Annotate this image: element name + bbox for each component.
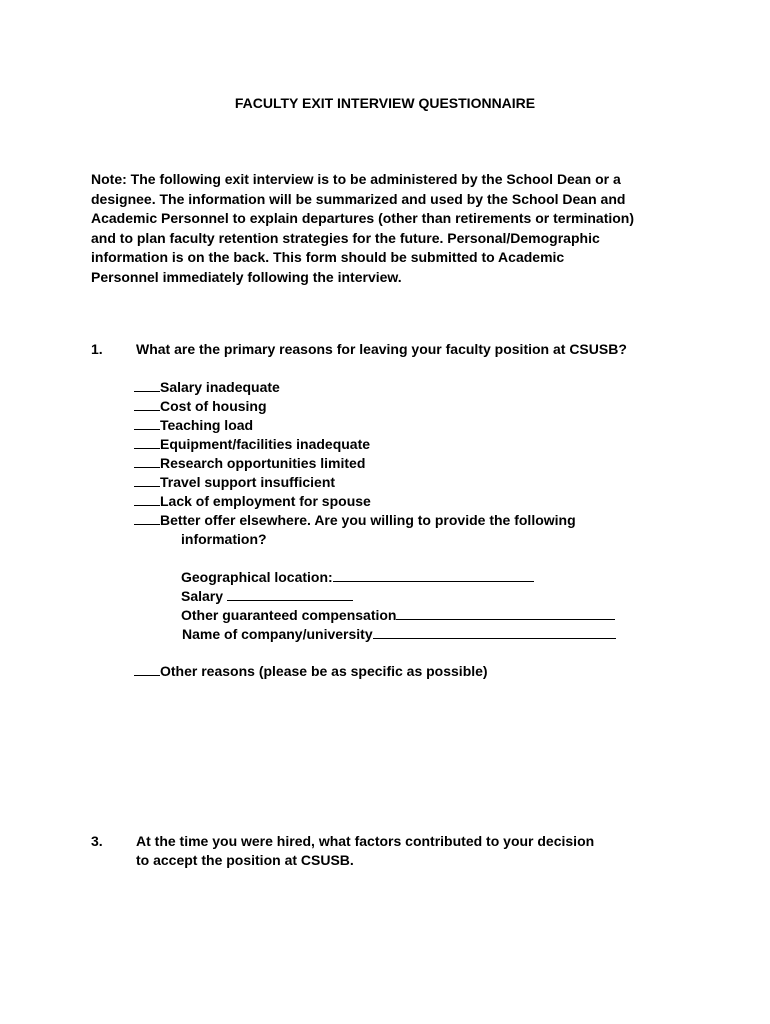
reason-check-blank[interactable] (134, 397, 160, 411)
note-line: information is on the back. This form should be submitted to Academic (91, 249, 565, 265)
geo-location-input[interactable] (333, 568, 534, 582)
other-reasons-check-blank[interactable] (134, 662, 160, 676)
company-field (181, 625, 616, 644)
question-3-number: 3. (91, 833, 103, 849)
reason-item (134, 492, 576, 511)
reason-item (134, 473, 576, 492)
question-3-text-line-1: At the time you were hired, what factors contributed to your decision (136, 833, 595, 849)
reason-check-blank[interactable] (134, 454, 160, 468)
reason-checklist (134, 378, 576, 530)
reason-item (134, 454, 576, 473)
note-line: designee. The information will be summarized and used by the School Dean and (91, 190, 626, 207)
reason-check-blank[interactable] (134, 378, 160, 392)
reason-check-blank[interactable] (134, 492, 160, 506)
reason-label: Better offer elsewhere. Are you willing to provide the following (160, 512, 576, 528)
reason-check-blank[interactable] (134, 511, 160, 525)
reason-item (134, 511, 576, 530)
reason-item (134, 397, 576, 416)
reason-label: Teaching load (160, 417, 254, 433)
reason-check-blank[interactable] (134, 416, 160, 430)
reason-label: Salary inadequate (160, 379, 280, 395)
salary-input[interactable] (227, 587, 353, 601)
other-reasons-item (134, 662, 488, 681)
company-label: Name of company/university (182, 626, 373, 642)
question-1-text: What are the primary reasons for leaving your faculty position at CSUSB? (136, 341, 627, 357)
company-input[interactable] (373, 625, 616, 639)
reason-label: Travel support insufficient (160, 474, 336, 490)
other-compensation-label: Other guaranteed compensation (181, 607, 397, 623)
offer-info-fields (181, 568, 616, 644)
note-paragraph (91, 170, 691, 287)
geo-location-field (181, 568, 616, 587)
note-line: Academic Personnel to explain departures (other than retirements or termination) (91, 210, 635, 226)
other-reasons-label: Other reasons (please be as specific as possible) (160, 663, 488, 679)
other-compensation-input[interactable] (396, 606, 615, 620)
note-line: Note: The following exit interview is to be administered by the School Dean or a (91, 171, 621, 187)
question-1-number: 1. (91, 341, 103, 357)
reason-label: Lack of employment for spouse (160, 493, 371, 509)
note-line: Personnel immediately following the interview. (91, 268, 402, 285)
geo-location-label: Geographical location: (181, 569, 333, 585)
reason-check-blank[interactable] (134, 435, 160, 449)
reason-check-blank[interactable] (134, 473, 160, 487)
reason-item (134, 416, 576, 435)
reason-item (134, 378, 576, 397)
document-title: FACULTY EXIT INTERVIEW QUESTIONNAIRE (234, 95, 536, 111)
better-offer-continuation: information? (181, 531, 267, 547)
other-compensation-field (181, 606, 616, 625)
note-line: and to plan faculty retention strategies for the future. Personal/Demographic (91, 229, 600, 246)
reason-label: Equipment/facilities inadequate (160, 436, 371, 452)
salary-label: Salary (181, 588, 227, 604)
salary-field (181, 587, 616, 606)
reason-label: Research opportunities limited (160, 455, 366, 471)
reason-label: Cost of housing (160, 398, 267, 414)
question-3-text-line-2: to accept the position at CSUSB. (136, 852, 354, 868)
reason-item (134, 435, 576, 454)
